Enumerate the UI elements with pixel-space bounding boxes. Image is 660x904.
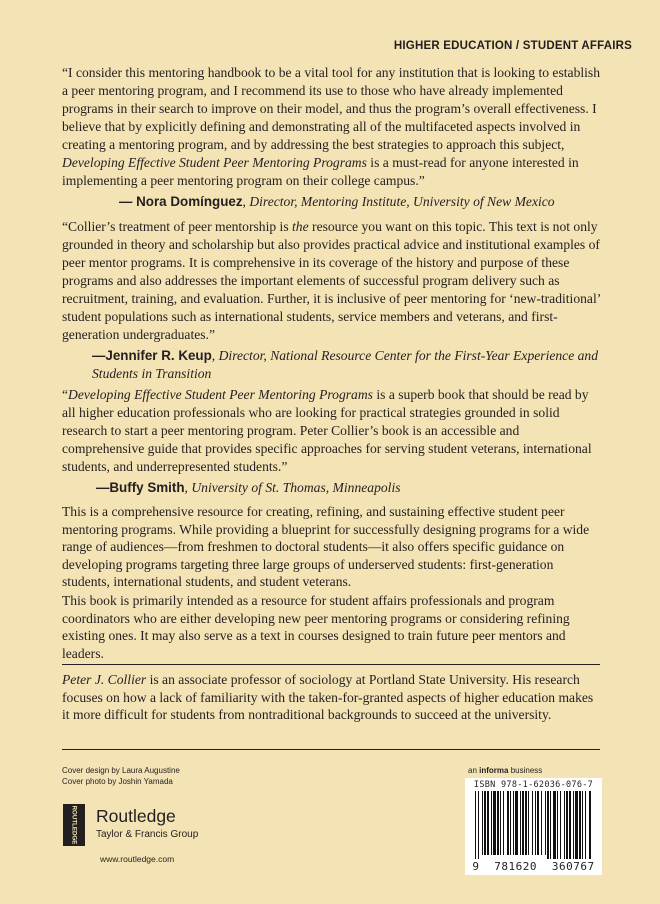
barcode-bar — [579, 791, 581, 859]
barcode-bar — [589, 791, 591, 859]
informa-tagline — [468, 766, 542, 775]
barcode-bar — [520, 791, 521, 855]
description-text: This is a comprehensive resource for creating, refining, and sustaining effective student peer mentoring programs. While providing a blueprint for successfully designing programs for a wide range of audiences—from freshmen to doctoral students—it also offers specific guidance on developing programs targeting three large groups of underserved students: first-generation students, international students, and student veterans. — [62, 504, 590, 589]
barcode-bar — [513, 791, 514, 855]
attribution-name: Buffy Smith — [109, 480, 185, 495]
barcode-bar — [566, 791, 568, 859]
barcode-bar — [487, 791, 489, 855]
description-text: This book is primarily intended as a resource for student affairs professionals and program coordinators who are either developing new peer mentoring programs or considering refining existing ones. It may also serve as a text in courses designed to train future peer mentors and leaders. — [62, 593, 570, 661]
testimonial-quote — [62, 386, 602, 476]
barcode-bar — [585, 791, 586, 859]
quote-book-title: Developing Effective Student Peer Mentoring Programs — [62, 155, 367, 170]
barcode-bar — [553, 791, 556, 859]
barcode-bar — [560, 791, 561, 859]
quote-emphasis: the — [292, 219, 309, 234]
category-label: HIGHER EDUCATION / STUDENT AFFAIRS — [393, 40, 632, 52]
testimonial-attribution — [62, 193, 602, 211]
barcode-bar — [525, 791, 527, 855]
testimonial-quote — [62, 218, 602, 344]
barcode-bar — [541, 791, 542, 855]
routledge-r-icon — [62, 804, 86, 846]
barcode-bar — [582, 791, 583, 859]
barcode-bar — [547, 791, 549, 859]
quote-text: “Collier’s treatment of peer mentorship is — [62, 219, 293, 234]
quote-book-title: Developing Effective Student Peer Mentoring Programs — [68, 387, 373, 402]
testimonial-attribution — [62, 347, 602, 383]
testimonial-attribution — [62, 479, 602, 497]
attribution-affiliation: , University of St. Thomas, Minneapolis — [184, 480, 401, 495]
barcode-bar — [532, 791, 533, 855]
barcode-bar — [475, 791, 476, 859]
quote-text: is a superb book that should be read by all higher education professionals who are looking for practical strategies grounded in solid research to start a peer mentoring program. Peter Collier’s book is an accessible and comprehensive guide that provides specific approaches for serving student veterans, international students, and underrepresented students.” — [62, 387, 592, 474]
barcode-bar — [575, 791, 578, 859]
attribution-dash: — — [92, 348, 106, 363]
barcode-digits — [465, 860, 602, 873]
publisher-url[interactable]: www.routledge.com — [100, 854, 175, 864]
barcode-bar — [500, 791, 501, 855]
barcode-bar — [535, 791, 536, 855]
barcode-digit-group: 9 — [472, 860, 480, 873]
divider-top — [62, 664, 600, 665]
barcode-bar — [537, 791, 539, 855]
author-bio — [62, 671, 602, 724]
barcode-bar — [510, 791, 511, 855]
author-bio-body: is an associate professor of sociology at Portland State University. His research focuses on how a lack of familiarity with the taken-for-granted aspects of higher education makes it more difficult for students from nontraditional backgrounds to succeed at the university. — [62, 672, 594, 722]
publisher-name: Routledge — [96, 806, 176, 826]
isbn-barcode — [465, 778, 602, 875]
barcode-bar — [507, 791, 509, 855]
barcode-bars — [469, 791, 598, 859]
attribution-affiliation: , Director, National Resource Center for the First-Year Experience and Students in Transition — [92, 348, 599, 381]
barcode-bar — [478, 791, 479, 859]
attribution-name: Nora Domínguez — [136, 194, 243, 209]
description-paragraph-2 — [62, 592, 602, 662]
quote-text: resource you want on this topic. This text is not only grounded in theory and scholarship but also provides practical advice and institutional examples of peer mentor programs. It is comprehensive in its coverage of the history and purpose of these programs and also addresses the important elements of successful program delivery such as recruitment, training, and evaluation. Further, it is inclusive of peer mentoring for ‘new-traditional’ student populations such as international students, service members and veterans, and first-generation undergraduates.” — [62, 219, 601, 342]
author-name: Peter J. Collier — [62, 672, 147, 687]
barcode-bar — [569, 791, 571, 859]
barcode-bar — [550, 791, 551, 859]
barcode-bar — [482, 791, 483, 855]
testimonial-3 — [62, 386, 602, 497]
testimonial-2 — [62, 218, 602, 383]
barcode-digit-group: 781620 — [494, 860, 538, 873]
informa-brand: informa — [479, 766, 509, 775]
informa-suffix: business — [508, 766, 543, 775]
testimonial-quote — [62, 64, 602, 190]
informa-prefix: an — [468, 766, 480, 775]
barcode-bar — [497, 791, 499, 855]
cover-photo-credit: Cover photo by Joshin Yamada — [62, 777, 173, 786]
attribution-name: Jennifer R. Keup — [105, 348, 212, 363]
attribution-affiliation: , Director, Mentoring Institute, University of New Mexico — [242, 194, 555, 209]
testimonial-1 — [62, 64, 602, 211]
divider-bottom — [62, 749, 600, 750]
description-paragraph-1 — [62, 503, 602, 591]
barcode-bar — [484, 791, 486, 855]
barcode-bar — [564, 791, 565, 859]
cover-design-credit: Cover design by Laura Augustine — [62, 766, 180, 775]
barcode-bar — [503, 791, 504, 855]
barcode-bar — [573, 791, 574, 859]
barcode-bar — [522, 791, 524, 855]
attribution-dash: — — [96, 480, 110, 495]
barcode-digit-group: 360767 — [551, 860, 595, 873]
routledge-vertical-text: ROUTLEDGE — [70, 805, 78, 845]
quote-text: “ — [62, 387, 69, 402]
barcode-bar — [493, 791, 496, 855]
quote-text: “I consider this mentoring handbook to be a vital tool for any institution that is looking to establish a peer mentoring program, and I recommend its use to those who have already implemented programs in their search to improve on their model, and thus the program’s overall effectiveness. I believe that by explicitly defining and demonstrating all of the multifaceted aspects involved in creating a mentoring program, and by addressing the best strategies to approach this subject, — [62, 65, 601, 152]
publisher-logo — [62, 800, 262, 870]
barcode-bar — [557, 791, 558, 859]
barcode-bar — [545, 791, 546, 855]
isbn-number: ISBN 978-1-62036-076-7 — [473, 780, 594, 790]
quote-text: is a must-read for anyone interested in implementing a peer mentoring program on their college campus.” — [62, 155, 579, 188]
barcode-bar — [491, 791, 492, 855]
cover-credits — [62, 765, 180, 787]
publisher-group: Taylor & Francis Group — [96, 829, 199, 840]
barcode-bar — [528, 791, 529, 855]
author-bio-text — [62, 671, 602, 724]
barcode-bar — [515, 791, 518, 855]
attribution-dash: — — [119, 194, 137, 209]
